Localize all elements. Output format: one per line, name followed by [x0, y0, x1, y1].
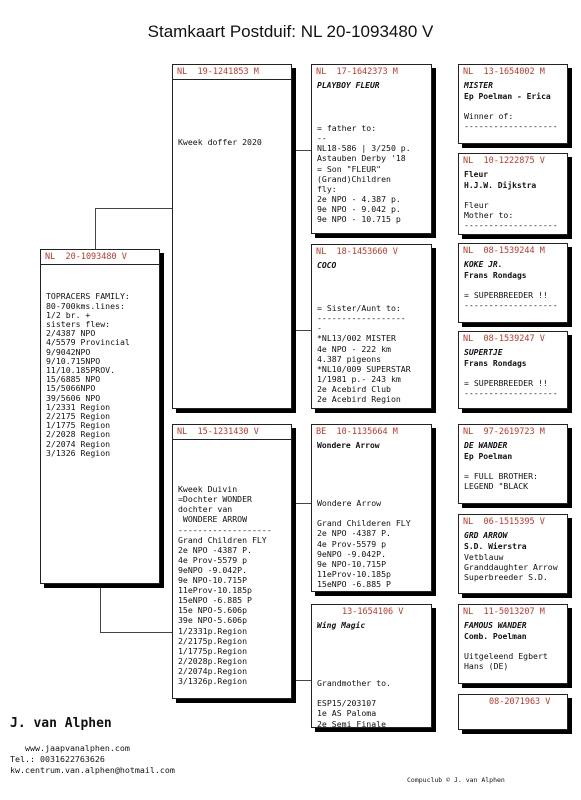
pigeon-name: Wing Magic: [317, 621, 366, 630]
connector-line: [95, 208, 173, 209]
pigeon-notes: Grandmother to. ESP15/203107 1e AS Paloma 2e Semi Finale: [317, 678, 391, 729]
pigeon-name: MISTER: [464, 81, 493, 90]
great-grandparent-card: NL 97-2619723 M DE WANDER Ep Poelman = FULL BROTHER: LEGEND "BLACK: [458, 424, 568, 504]
pigeon-name: PLAYBOY FLEUR: [317, 81, 380, 90]
software-credit: Compuclub © J. van Alphen: [407, 776, 505, 784]
pigeon-name: KOKE JR.: [464, 260, 503, 269]
connector-line: [292, 330, 311, 331]
ring-number: NL 97-2619723 M: [463, 427, 545, 437]
connector-line: [292, 503, 311, 504]
pigeon-name: COCO: [317, 261, 337, 270]
ring-number: NL 15-1231430 V: [173, 425, 291, 440]
ring-number: NL 19-1241853 M: [173, 65, 291, 80]
ring-number: 13-1654106 V: [342, 607, 404, 617]
ring-number: NL 17-1642373 M: [316, 67, 398, 77]
ring-number: 08-2071963 V: [489, 697, 551, 707]
owner-name: Ep Poelman: [464, 452, 513, 461]
pigeon-notes: Wondere Arrow Grand Childeren FLY 2e NPO -4387 P. 4e Prov-5579 p 9eNPO -9.042P. 9e NPO-10.715P 11eProv-10.185p 15eNPO -6.885 P: [317, 498, 411, 589]
owner-name: Frans Rondags: [464, 359, 527, 368]
connector-line: [100, 632, 173, 633]
sire-card: [172, 64, 292, 409]
ring-number: BE 10-1135664 M: [316, 427, 398, 437]
connector-line: [100, 584, 101, 632]
owner-name: Comb. Poelman: [464, 632, 527, 641]
owner-name: H.J.W. Dijkstra: [464, 181, 537, 190]
pigeon-name: SUPERTJE: [464, 348, 503, 357]
breeder-website: www.jaapvanalphen.com: [10, 743, 130, 753]
dam-notes: Kweek Duivin =Dochter WONDER dochter van WONDERE ARROW ------------------- Grand Children FLY 2e NPO -4387 P. 4e Prov-5579 p 9eNPO -9.042P. 9e NPO-10.715P 11eProv-10.185p 15eNPO -6.885 P 15e NPO-5.606p 39e NPO-5.606p 1/2331p.Region 2/2175p.Region 1/1775p.Region 2/2028p.Region 2/2074p.Region 3/1326p.Region: [178, 484, 272, 686]
connector-line: [292, 150, 311, 151]
page-title: Stamkaart Postduif: NL 20-1093480 V: [147, 22, 434, 41]
pigeon-name: Wondere Arrow: [317, 441, 380, 450]
pigeon-notes: = father to: -- NL18-586 | 3/250 p. Astauben Derby '18 = Son "FLEUR" (Grand)Children fly: 2e NPO - 4.387 p. 9e NPO - 9.042 p. 9e NPO - 10.715 p: [317, 123, 411, 225]
great-grandparent-card: NL 10-1222875 V Fleur H.J.W. Dijkstra Fleur Mother to: -------------------: [458, 153, 568, 235]
ring-number: NL 08-1539244 M: [463, 246, 545, 256]
grandsire-maternal-card: [311, 424, 432, 592]
great-grandparent-card: NL 06-1515395 V GRD ARROW S.D. Wierstra Vetblauw Granddaughter Arrow Superbreeder S.D.: [458, 514, 568, 594]
great-grandparent-card: NL 08-1539247 V SUPERTJE Frans Rondags = SUPERBREEDER !! -------------------: [458, 331, 568, 409]
ring-number: NL 11-5013207 M: [463, 607, 545, 617]
ring-number: NL 18-1453660 V: [316, 247, 398, 257]
ring-number: NL 13-1654002 M: [463, 67, 545, 77]
connector-line: [292, 680, 311, 681]
grandsire-paternal-card: [311, 64, 432, 234]
granddam-maternal-card: [311, 604, 432, 728]
ring-number: NL 06-1515395 V: [463, 517, 545, 527]
great-grandparent-card: NL 13-1654002 M MISTER Ep Poelman - Erica Winner of: -------------------: [458, 64, 568, 144]
owner-name: S.D. Wierstra: [464, 542, 527, 551]
breeder-email: kw.centrum.van.alphen@hotmail.com: [10, 765, 175, 775]
great-grandparent-card: NL 08-1539244 M KOKE JR. Frans Rondags = SUPERBREEDER !! -------------------: [458, 243, 568, 323]
pigeon-name: DE WANDER: [464, 441, 508, 450]
subject-card: [40, 249, 160, 584]
pigeon-notes: = Sister/Aunt to: ------------------ - *NL13/002 MISTER 4e NPO - 222 km 4.387 pigeons *NL10/009 SUPERSTAR 1/1981 p.- 243 km 2e Acebird Club 2e Acebird Region: [317, 303, 411, 405]
granddam-paternal-card: [311, 244, 432, 409]
dam-card: [172, 424, 292, 699]
pigeon-name: FAMOUS WANDER: [464, 621, 527, 630]
ring-number: NL 08-1539247 V: [463, 334, 545, 344]
sire-notes: Kweek doffer 2020: [178, 137, 262, 147]
owner-name: Frans Rondags: [464, 271, 527, 280]
breeder-phone: Tel.: 0031622763626: [10, 754, 105, 764]
great-grandparent-card: [458, 694, 568, 730]
great-grandparent-card: NL 11-5013207 M FAMOUS WANDER Comb. Poelman Uitgeleend Egbert Hans (DE): [458, 604, 568, 684]
pigeon-name: Fleur: [464, 170, 489, 179]
breeder-name: J. van Alphen: [10, 716, 112, 731]
subject-notes: TOPRACERS FAMILY: 80-700kms.lines: 1/2 br. + sisters flew: 2/4387 NPO 4/5579 Provincial 9/9042NPO 9/10.715NPO 11/10.185PROV. 15/6885 NPO 15/5066NPO 39/5606 NPO 1/2331 Region 2/2175 Region 1/1775 Region 2/2028 Region 2/2074 Region 3/1326 Region: [46, 291, 130, 458]
connector-line: [95, 208, 96, 250]
ring-number: NL 20-1093480 V: [41, 250, 159, 265]
ring-number: NL 10-1222875 V: [463, 156, 545, 166]
owner-name: Ep Poelman - Erica: [464, 92, 551, 101]
pigeon-name: GRD ARROW: [464, 531, 508, 540]
